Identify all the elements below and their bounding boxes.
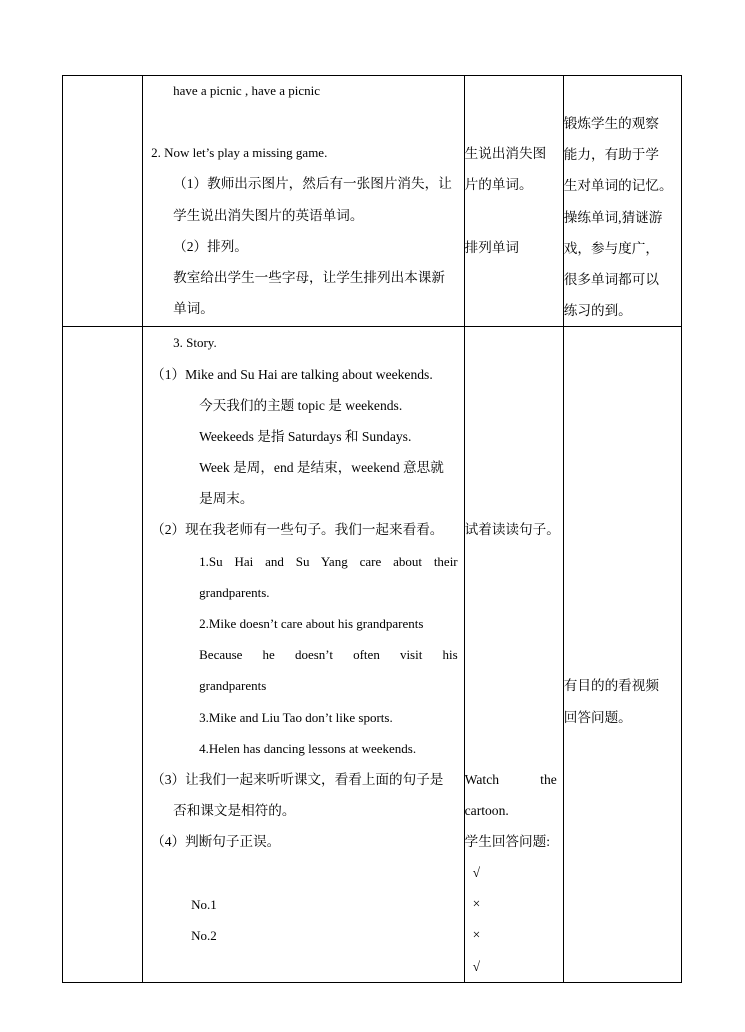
purpose-line: 回答问题。: [563, 709, 632, 725]
content-line: have a picnic , have a picnic: [173, 83, 321, 98]
content-line: 1.Su Hai and Su Yang care about their: [199, 553, 458, 569]
purpose-cell: [563, 327, 681, 983]
blank-line: [564, 76, 681, 108]
purpose-line: 练习的到。: [563, 303, 632, 319]
purpose-line: 戏，参与度广，: [563, 240, 659, 256]
blank-line: [143, 858, 464, 889]
blank-line: [465, 327, 563, 514]
blank-line: [465, 546, 563, 764]
content-line: 单词。: [173, 301, 214, 317]
content-line: No.1: [191, 896, 217, 912]
student-line: 片的单词。: [464, 177, 533, 193]
content-line: 今天我们的主题 topic 是 weekends.: [199, 397, 403, 413]
content-line: 学生说出消失图片的英语单词。: [173, 207, 364, 223]
student-line: Watch the: [464, 771, 557, 787]
purpose-line: 生对单词的记忆。: [563, 178, 673, 194]
table-row: [63, 76, 682, 327]
student-line: 排列单词: [464, 239, 520, 255]
student-line: 学生回答问题:: [464, 833, 550, 849]
content-line: 3.Mike and Liu Tao don’t like sports.: [199, 709, 393, 725]
content-line: 教室给出学生一些字母，让学生排列出本课新: [173, 269, 445, 285]
content-line: （2）现在我老师有一些句子。我们一起来看看。: [151, 522, 444, 538]
student-activity-cell: [464, 76, 563, 327]
check-mark: √: [472, 958, 481, 974]
lesson-plan-table: [62, 75, 682, 983]
purpose-line: 操练单词,猜谜游: [563, 209, 663, 225]
content-line: （3）让我们一起来听听课文，看看上面的句子是: [151, 771, 444, 787]
student-line: cartoon.: [464, 802, 509, 818]
content-line: （4）判断句子正误。: [151, 834, 281, 850]
teaching-content-cell: [143, 327, 465, 983]
student-line: 试着读读句子。: [464, 522, 560, 538]
check-mark: √: [472, 865, 481, 881]
content-line: Weekeeds 是指 Saturdays 和 Sundays.: [199, 428, 412, 444]
purpose-line: 能力，有助于学: [563, 147, 659, 163]
content-line: 4.Helen has dancing lessons at weekends.: [199, 740, 417, 756]
purpose-line: 有目的的看视频: [563, 678, 659, 694]
content-line: grandparents: [199, 678, 267, 694]
blank-line: [143, 106, 464, 137]
content-line: 3. Story.: [173, 335, 217, 351]
content-line: 否和课文是相符的。: [173, 803, 296, 819]
content-line: 2. Now let’s play a missing game.: [151, 145, 328, 161]
content-line: （2）排列。: [173, 238, 248, 254]
blank-line: [564, 327, 681, 670]
blank-line: [465, 76, 563, 138]
content-line: No.2: [191, 927, 217, 943]
purpose-line: 很多单词都可以: [563, 271, 659, 287]
content-line: grandparents.: [199, 584, 270, 600]
purpose-cell: [563, 76, 681, 327]
stage-cell: [63, 327, 143, 983]
content-line: Week 是周，end 是结束，weekend 意思就: [199, 460, 444, 476]
student-line: 生说出消失图: [464, 146, 547, 161]
content-line: 是周末。: [199, 491, 254, 507]
student-activity-cell: [464, 327, 563, 983]
stage-cell: [63, 76, 143, 327]
content-line: （1）Mike and Su Hai are talking about weekends.: [151, 366, 433, 382]
content-line: Because he doesn’t often visit his: [199, 647, 458, 663]
cross-mark: ×: [472, 927, 481, 943]
content-line: （1）教师出示图片，然后有一张图片消失，让: [173, 176, 452, 192]
teaching-content-cell: [143, 76, 465, 327]
purpose-line: 锻炼学生的观察: [563, 116, 659, 131]
cross-mark: ×: [472, 896, 481, 912]
blank-line: [465, 200, 563, 231]
content-line: 2.Mike doesn’t care about his grandparents: [199, 616, 424, 631]
table-row: [63, 327, 682, 983]
